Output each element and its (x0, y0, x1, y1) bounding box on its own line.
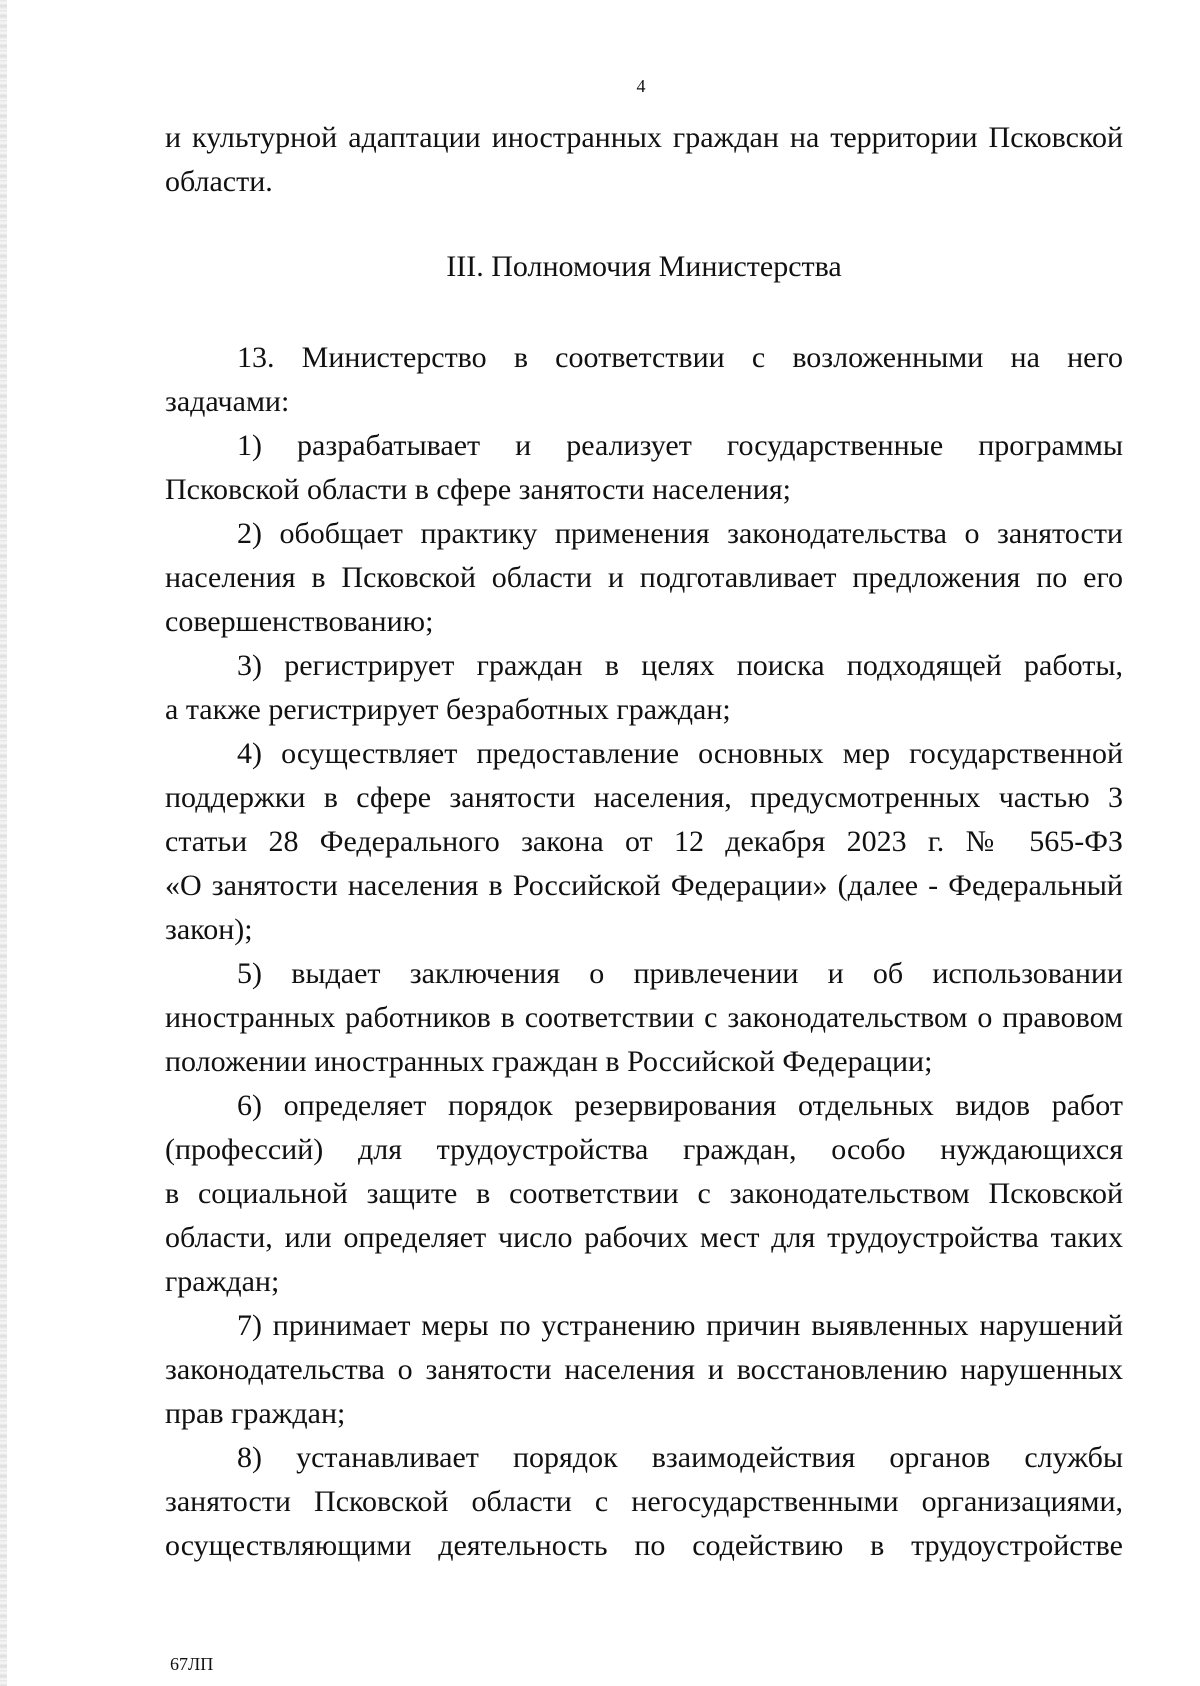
paragraph-line: «О занятости населения в Российской Федерации» (далее - Федеральный (165, 869, 1123, 902)
paragraph-item-3 (165, 644, 1123, 732)
paragraph-line: 1) разрабатывает и реализует государственные программы (237, 429, 1123, 462)
paragraph-line: прав граждан; (165, 1397, 346, 1430)
paragraph-line: (профессий) для трудоустройства граждан, особо нуждающихся (165, 1133, 1123, 1166)
paragraph-line: населения в Псковской области и подготавливает предложения по его (165, 561, 1123, 594)
paragraph-item-5 (165, 952, 1123, 1084)
paragraph-line: закон); (165, 913, 253, 946)
paragraph-item-7 (165, 1304, 1123, 1436)
paragraph-line: 2) обобщает практику применения законодательства о занятости (237, 517, 1123, 550)
paragraph-line: 4) осуществляет предоставление основных мер государственной (237, 737, 1123, 770)
paragraph-line: а также регистрирует безработных граждан; (165, 693, 731, 726)
section-heading: III. Полномочия Министерства (446, 250, 842, 283)
paragraph-line: 13. Министерство в соответствии с возложенными на него (237, 341, 1123, 374)
intro-line: области. (165, 165, 273, 198)
paragraph-line: области, или определяет число рабочих мест для трудоустройства таких (165, 1221, 1123, 1254)
paragraph-line: Псковской области в сфере занятости населения; (165, 473, 792, 506)
paragraph-line: осуществляющими деятельность по содействию в трудоустройстве (165, 1529, 1123, 1562)
intro-line: и культурной адаптации иностранных граждан на территории Псковской (165, 121, 1123, 154)
intro-paragraph (165, 116, 1123, 204)
paragraph-line: иностранных работников в соответствии с законодательством о правовом (165, 1001, 1123, 1034)
paragraph-line: в социальной защите в соответствии с законодательством Псковской (165, 1177, 1123, 1210)
paragraph-line: занятости Псковской области с негосударственными организациями, (165, 1485, 1123, 1518)
paragraph-line: статьи 28 Федерального закона от 12 декабря 2023 г. № 565-ФЗ (165, 825, 1123, 858)
document-code: 67ЛП (170, 1654, 214, 1674)
paragraph-line: положении иностранных граждан в Российской Федерации; (165, 1045, 933, 1078)
paragraph-line: 7) принимает меры по устранению причин выявленных нарушений (237, 1309, 1123, 1342)
paragraph-line: 6) определяет порядок резервирования отдельных видов работ (237, 1089, 1123, 1122)
paragraph-item-1 (165, 424, 1123, 512)
paragraph-item-2 (165, 512, 1123, 644)
paragraph-item-8 (165, 1436, 1123, 1568)
paragraph-line: 8) устанавливает порядок взаимодействия органов службы (237, 1441, 1123, 1474)
paragraph-line: граждан; (165, 1265, 280, 1298)
paragraph-item-6 (165, 1084, 1123, 1304)
paragraph-line: задачами: (165, 385, 290, 418)
paragraph-item-4 (165, 732, 1123, 952)
page-number: 4 (636, 76, 646, 96)
paragraph-line: законодательства о занятости населения и восстановлению нарушенных (165, 1353, 1123, 1386)
paragraph-line: совершенствованию; (165, 605, 434, 638)
paragraph-13 (165, 336, 1123, 424)
paragraph-line: поддержки в сфере занятости населения, предусмотренных частью 3 (165, 781, 1123, 814)
paragraph-line: 3) регистрирует граждан в целях поиска подходящей работы, (237, 649, 1123, 682)
paragraph-line: 5) выдает заключения о привлечении и об использовании (237, 957, 1123, 990)
